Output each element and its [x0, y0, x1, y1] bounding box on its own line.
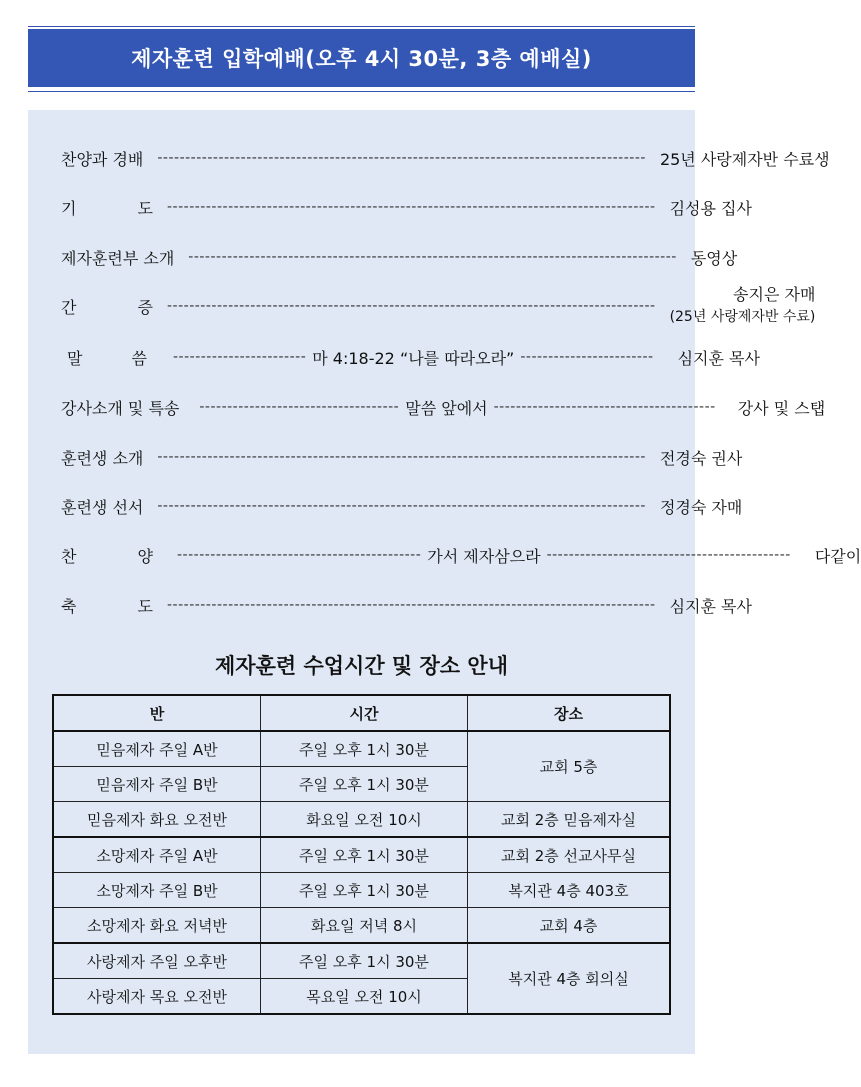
class-cell: 소망제자 주일 B반 [53, 873, 261, 908]
time-cell: 주일 오후 1시 30분 [261, 873, 468, 908]
label-char: 도 [137, 596, 153, 616]
program-row-oath [61, 491, 743, 521]
dash-leader: -------------------------------------------- [177, 547, 422, 563]
table-row [53, 837, 670, 873]
time-cell: 주일 오후 1시 30분 [261, 767, 468, 802]
column-header-class: 반 [53, 695, 261, 731]
place-cell: 교회 4층 [468, 908, 671, 944]
dash-leader: ------------------------------------ [199, 399, 400, 415]
program-middle: 마 4:18-22 “나를 따라오라” [312, 348, 515, 368]
label-char: 증 [137, 297, 153, 317]
program-row-praise [61, 143, 830, 173]
program-label [67, 346, 147, 369]
place-cell: 교회 2층 믿음제자실 [468, 802, 671, 838]
class-cell: 믿음제자 화요 오전반 [53, 802, 261, 838]
program-label [61, 594, 153, 617]
program-value: 정경숙 자매 [659, 497, 743, 517]
header-top-rule [28, 26, 695, 27]
header-bottom-rule [28, 91, 695, 92]
label-char: 씀 [131, 348, 147, 368]
program-middle: 가서 제자삼으라 [427, 546, 541, 566]
program-value: 심지훈 목사 [669, 596, 752, 616]
table-row [53, 802, 670, 838]
program-row-testimony [61, 282, 816, 330]
label-char: 말 [67, 348, 83, 368]
program-label: 훈련생 선서 [61, 497, 144, 517]
class-cell: 믿음제자 주일 A반 [53, 731, 261, 767]
dash-leader: ---------------------------------------------------------------------------------------- [167, 597, 656, 613]
header [28, 26, 695, 93]
label-char: 간 [61, 297, 77, 317]
place-cell: 복지관 4층 403호 [468, 873, 671, 908]
class-cell: 사랑제자 주일 오후반 [53, 943, 261, 979]
dash-leader: ---------------------------------------------------------------------------------------- [157, 150, 646, 166]
program-value: 강사 및 스탭 [737, 398, 826, 418]
class-cell: 소망제자 화요 저녁반 [53, 908, 261, 944]
class-cell: 믿음제자 주일 B반 [53, 767, 261, 802]
label-char: 축 [61, 596, 77, 616]
program-label: 제자훈련부 소개 [61, 248, 175, 268]
dash-leader: ---------------------------------------------------------------------------------------- [167, 298, 656, 314]
place-cell: 교회 2층 선교사무실 [468, 837, 671, 873]
speaker-name: 송지은 자매 [733, 285, 816, 304]
program-value: 김성용 집사 [669, 198, 752, 218]
program-value [670, 284, 816, 328]
program-label: 강사소개 및 특송 [61, 398, 180, 418]
time-cell: 주일 오후 1시 30분 [261, 731, 468, 767]
program-value: 다같이 [814, 546, 861, 566]
dash-leader: ---------------------------------------------------------------------------------------- [167, 199, 656, 215]
schedule-title: 제자훈련 수업시간 및 장소 안내 [215, 654, 508, 678]
program-row-special [61, 392, 826, 422]
dash-leader: ---------------------------------------------------------------------------------------- [157, 498, 646, 514]
page-title: 제자훈련 입학예배(오후 4시 30분, 3층 예배실) [28, 29, 695, 87]
time-cell: 화요일 오전 10시 [261, 802, 468, 838]
program-row-benediction [61, 590, 752, 620]
time-cell: 주일 오후 1시 30분 [261, 943, 468, 979]
label-char: 찬 [61, 546, 77, 566]
program-value: 동영상 [690, 248, 738, 268]
label-char: 기 [61, 198, 77, 218]
speaker-note: (25년 사랑제자반 수료) [669, 309, 816, 325]
dash-leader: ---------------------------------------------------------------------------------------- [188, 249, 677, 265]
table-header-row [53, 695, 670, 731]
program-middle: 말씀 앞에서 [405, 398, 488, 418]
program-label: 훈련생 소개 [61, 448, 144, 468]
time-cell: 목요일 오전 10시 [261, 979, 468, 1015]
program-row-prayer [61, 192, 752, 222]
program-row-trainees [61, 442, 743, 472]
table-row [53, 731, 670, 767]
dash-leader: ------------------------ [520, 349, 654, 365]
program-row-intro [61, 242, 738, 272]
program-label [61, 196, 153, 219]
program-value: 전경숙 권사 [659, 448, 743, 468]
program-value: 25년 사랑제자반 수료생 [659, 149, 830, 169]
dash-leader: ---------------------------------------------------------------------------------------- [157, 449, 646, 465]
class-cell: 사랑제자 목요 오전반 [53, 979, 261, 1015]
dash-leader: -------------------------------------------- [546, 547, 791, 563]
table-row [53, 873, 670, 908]
dash-leader: ---------------------------------------- [493, 399, 716, 415]
dash-leader: ------------------------ [173, 349, 307, 365]
program-row-sermon [67, 342, 760, 372]
table-row [53, 908, 670, 944]
program-row-hymn [61, 540, 861, 570]
class-cell: 소망제자 주일 A반 [53, 837, 261, 873]
time-cell: 화요일 저녁 8시 [261, 908, 468, 944]
program-label: 찬양과 경배 [61, 149, 144, 169]
program-label [61, 295, 153, 318]
schedule-table [52, 694, 671, 1015]
time-cell: 주일 오후 1시 30분 [261, 837, 468, 873]
program-label [61, 544, 153, 567]
label-char: 도 [137, 198, 153, 218]
column-header-place: 장소 [468, 695, 671, 731]
column-header-time: 시간 [261, 695, 468, 731]
program-value: 심지훈 목사 [677, 348, 760, 368]
place-cell: 교회 5층 [468, 731, 671, 802]
table-row [53, 943, 670, 979]
place-cell: 복지관 4층 회의실 [468, 943, 671, 1014]
label-char: 양 [137, 546, 153, 566]
